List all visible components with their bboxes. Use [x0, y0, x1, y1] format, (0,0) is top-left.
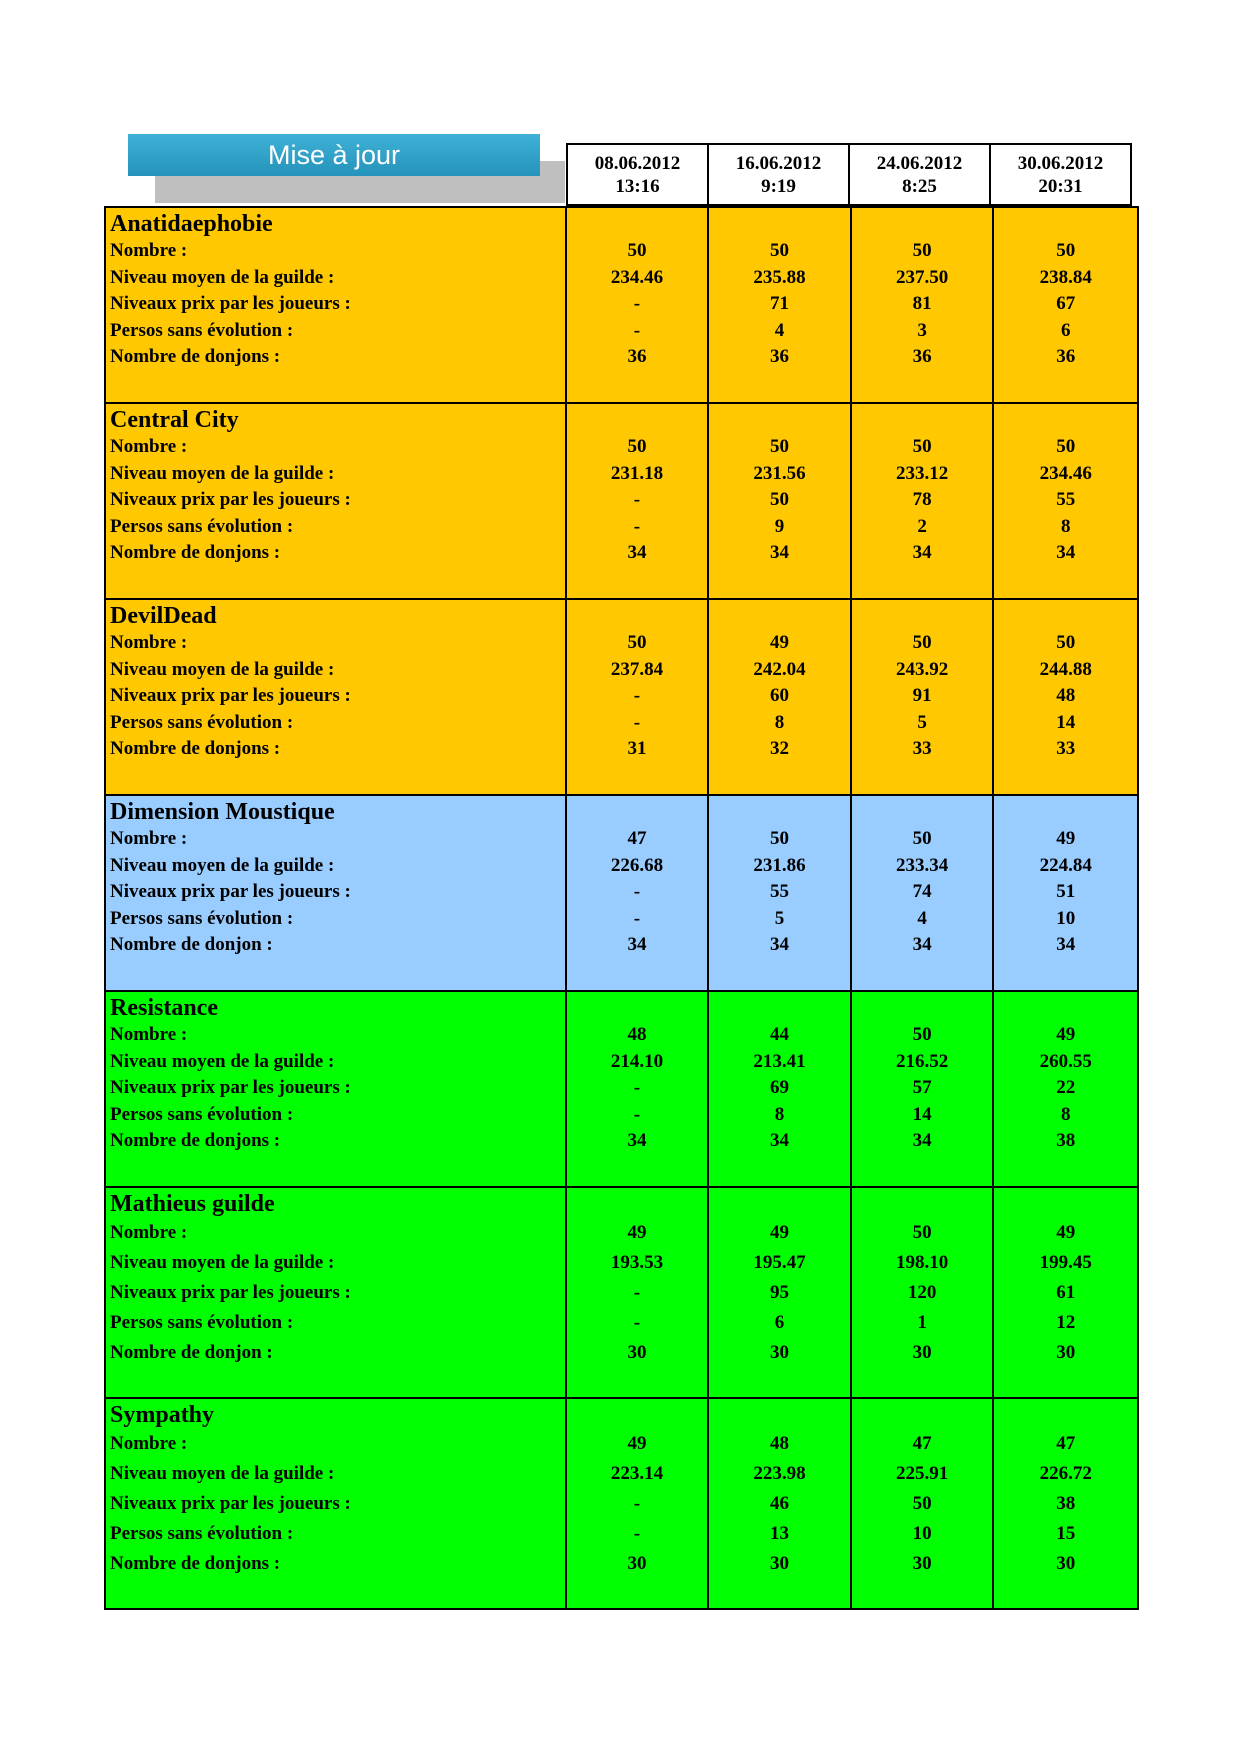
- value-column: [709, 404, 852, 598]
- stat-label: Niveaux prix par les joueurs :: [110, 293, 351, 314]
- stat-value: 34: [912, 1130, 932, 1151]
- stat-value: 50: [627, 632, 647, 653]
- update-time: 8:25: [902, 175, 937, 197]
- value-column: [567, 1188, 710, 1397]
- stat-value: -: [633, 1493, 641, 1514]
- value-column: [709, 208, 852, 402]
- update-date: 08.06.2012: [594, 152, 681, 174]
- stat-value: 120: [907, 1282, 937, 1303]
- guild-name: Central City: [110, 407, 239, 433]
- value-column: [852, 796, 995, 990]
- stat-value: -: [633, 1077, 641, 1098]
- stat-label: Niveau moyen de la guilde :: [110, 1252, 335, 1273]
- stat-value: 8: [774, 1103, 785, 1125]
- stat-label: Nombre de donjon :: [110, 1342, 273, 1363]
- stat-value: 195.47: [753, 1252, 806, 1273]
- stat-value: 51: [1056, 881, 1076, 902]
- stat-value: 2: [917, 515, 927, 537]
- stat-label: Nombre :: [110, 828, 188, 849]
- stat-value: 224.84: [1039, 854, 1092, 876]
- guild-block: [104, 794, 1139, 992]
- stat-value: 30: [912, 1342, 932, 1363]
- stat-value: 49: [1056, 1024, 1076, 1045]
- stat-value: 34: [770, 542, 790, 563]
- stat-value: 46: [770, 1493, 790, 1514]
- value-column: [994, 208, 1137, 402]
- stat-value: 216.52: [896, 1050, 949, 1072]
- stat-value: 57: [912, 1077, 932, 1098]
- stat-label: Niveau moyen de la guilde :: [110, 266, 335, 288]
- guild-block: [104, 1186, 1139, 1399]
- stat-value: 48: [770, 1433, 790, 1454]
- stat-value: 225.91: [896, 1463, 949, 1484]
- stat-value: 14: [1056, 711, 1076, 733]
- stat-value: 38: [1056, 1493, 1076, 1514]
- stat-value: 34: [627, 934, 647, 955]
- stat-value: 8: [1060, 515, 1071, 537]
- stat-label: Niveaux prix par les joueurs :: [110, 489, 351, 510]
- stat-label: Persos sans évolution :: [110, 1312, 294, 1333]
- stat-value: 50: [770, 489, 790, 510]
- value-column: [567, 208, 710, 402]
- stat-value: 44: [770, 1024, 790, 1045]
- stat-value: 34: [627, 542, 647, 563]
- stat-value: 55: [770, 881, 790, 902]
- value-column: [567, 404, 710, 598]
- stat-value: 237.50: [896, 266, 949, 288]
- stat-value: 31: [627, 738, 647, 759]
- stat-value: 33: [1056, 738, 1076, 759]
- stat-value: 34: [912, 934, 932, 955]
- guild-name: Sympathy: [110, 1402, 215, 1428]
- stat-value: 30: [912, 1553, 932, 1574]
- stat-value: -: [633, 907, 641, 929]
- stat-label: Nombre de donjons :: [110, 542, 281, 563]
- value-column: [994, 600, 1137, 794]
- value-column: [709, 1188, 852, 1397]
- stat-label: Nombre de donjon :: [110, 934, 273, 955]
- value-column: [709, 992, 852, 1186]
- stat-value: 49: [770, 632, 790, 653]
- stat-value: 50: [1056, 240, 1076, 261]
- stat-label: Persos sans évolution :: [110, 319, 294, 341]
- stat-label: Nombre :: [110, 436, 188, 457]
- stat-value: 30: [1056, 1342, 1076, 1363]
- stat-value: 3: [917, 319, 927, 341]
- stat-value: 10: [912, 1523, 932, 1544]
- value-column: [994, 404, 1137, 598]
- stat-value: 226.68: [610, 854, 664, 876]
- guild-block: [104, 598, 1139, 796]
- guild-block: [104, 206, 1139, 404]
- stat-value: 30: [627, 1342, 647, 1363]
- stat-value: 71: [770, 293, 790, 314]
- stat-value: 260.55: [1039, 1050, 1092, 1072]
- stat-value: 74: [912, 881, 932, 902]
- stat-value: -: [633, 711, 641, 733]
- value-column: [567, 796, 710, 990]
- stat-value: 22: [1056, 1077, 1076, 1098]
- guild-block: [104, 402, 1139, 600]
- guild-name: DevilDead: [110, 603, 217, 629]
- stat-label: Niveaux prix par les joueurs :: [110, 1493, 351, 1514]
- stat-value: 242.04: [753, 658, 806, 680]
- date-header-cell: [707, 143, 850, 206]
- stat-value: -: [633, 489, 641, 510]
- stat-value: -: [633, 685, 641, 706]
- stat-label: Persos sans évolution :: [110, 1103, 294, 1125]
- stat-value: -: [633, 293, 641, 314]
- stat-label: Persos sans évolution :: [110, 711, 294, 733]
- stat-value: 49: [627, 1222, 647, 1243]
- stat-value: -: [633, 1312, 641, 1333]
- value-column: [567, 600, 710, 794]
- update-time: 9:19: [761, 175, 796, 197]
- stat-value: 238.84: [1039, 266, 1092, 288]
- date-header-cell: [848, 143, 991, 206]
- stat-value: 5: [917, 711, 927, 733]
- value-column: [852, 208, 995, 402]
- stat-value: 15: [1056, 1523, 1076, 1544]
- stat-value: 50: [770, 436, 790, 457]
- stat-value: 50: [1056, 632, 1076, 653]
- update-date: 30.06.2012: [1017, 152, 1104, 174]
- value-column: [852, 404, 995, 598]
- stat-value: 30: [627, 1553, 647, 1574]
- stat-value: 13: [770, 1523, 790, 1544]
- stat-label: Nombre de donjons :: [110, 1553, 281, 1574]
- stat-value: 32: [770, 738, 790, 759]
- stat-value: 223.98: [753, 1463, 806, 1484]
- stat-value: 50: [1056, 436, 1076, 457]
- stat-label: Persos sans évolution :: [110, 515, 294, 537]
- stat-value: 38: [1056, 1130, 1076, 1151]
- stat-value: 48: [627, 1024, 647, 1045]
- stat-label: Niveaux prix par les joueurs :: [110, 881, 351, 902]
- stat-value: 235.88: [753, 266, 806, 288]
- stat-value: 30: [770, 1553, 790, 1574]
- stat-value: 34: [1056, 934, 1076, 955]
- stat-value: 33: [912, 738, 932, 759]
- stat-value: 5: [774, 907, 785, 929]
- stat-value: 34: [770, 1130, 790, 1151]
- stat-value: 36: [770, 346, 790, 367]
- guild-labels: [106, 1188, 567, 1397]
- stat-value: 55: [1056, 489, 1076, 510]
- stat-value: 50: [912, 436, 932, 457]
- stat-value: 50: [770, 828, 790, 849]
- stat-label: Nombre :: [110, 1024, 188, 1045]
- stat-value: 36: [1056, 346, 1076, 367]
- stat-value: 34: [912, 542, 932, 563]
- stat-value: 4: [774, 319, 785, 341]
- value-column: [852, 1399, 995, 1608]
- value-column: [994, 992, 1137, 1186]
- stat-label: Nombre de donjons :: [110, 738, 281, 759]
- stat-value: 12: [1056, 1312, 1076, 1333]
- stat-value: 233.12: [896, 462, 949, 484]
- stat-value: 244.88: [1039, 658, 1092, 680]
- value-column: [709, 600, 852, 794]
- value-column: [852, 600, 995, 794]
- stat-label: Niveau moyen de la guilde :: [110, 854, 335, 876]
- guild-block: [104, 990, 1139, 1188]
- stat-label: Niveau moyen de la guilde :: [110, 658, 335, 680]
- stat-label: Nombre :: [110, 1222, 188, 1243]
- stat-value: 233.34: [896, 854, 949, 876]
- stat-value: 10: [1056, 907, 1076, 929]
- stat-value: 193.53: [610, 1252, 664, 1273]
- guild-stats-table: [104, 206, 1139, 1610]
- stat-value: 243.92: [896, 658, 949, 680]
- value-column: [852, 1188, 995, 1397]
- value-column: [567, 1399, 710, 1608]
- stat-value: 234.46: [1039, 462, 1092, 484]
- value-column: [994, 796, 1137, 990]
- stat-value: 50: [912, 1024, 932, 1045]
- date-header-cell: [566, 143, 709, 206]
- guild-labels: [106, 208, 567, 402]
- stat-label: Niveaux prix par les joueurs :: [110, 1282, 351, 1303]
- date-header-row: [566, 143, 1132, 206]
- stat-value: 91: [912, 685, 932, 706]
- date-header-cell: [989, 143, 1132, 206]
- stat-value: 8: [774, 711, 785, 733]
- stat-value: 30: [770, 1342, 790, 1363]
- stat-value: -: [633, 319, 641, 341]
- stat-value: 34: [627, 1130, 647, 1151]
- guild-name: Anatidaephobie: [110, 211, 273, 237]
- stat-value: 49: [770, 1222, 790, 1243]
- stat-value: -: [633, 1523, 641, 1544]
- stat-value: 67: [1056, 293, 1076, 314]
- stat-value: 198.10: [896, 1252, 949, 1273]
- stat-value: 34: [770, 934, 790, 955]
- stat-value: 223.14: [610, 1463, 664, 1484]
- stat-value: 36: [627, 346, 647, 367]
- stat-value: 81: [912, 293, 932, 314]
- stat-value: 48: [1056, 685, 1076, 706]
- guild-labels: [106, 992, 567, 1186]
- stat-label: Niveau moyen de la guilde :: [110, 1463, 335, 1484]
- value-column: [994, 1188, 1137, 1397]
- stat-value: 237.84: [610, 658, 664, 680]
- stat-value: 234.46: [610, 266, 664, 288]
- stat-label: Niveaux prix par les joueurs :: [110, 685, 351, 706]
- stat-value: 231.56: [753, 462, 806, 484]
- stat-label: Nombre :: [110, 632, 188, 653]
- stat-value: 49: [1056, 828, 1076, 849]
- stat-value: 226.72: [1039, 1463, 1092, 1484]
- stat-value: 4: [917, 907, 927, 929]
- stat-value: 50: [627, 240, 647, 261]
- guild-labels: [106, 796, 567, 990]
- stat-value: -: [633, 515, 641, 537]
- stat-label: Nombre de donjons :: [110, 1130, 281, 1151]
- value-column: [567, 992, 710, 1186]
- stat-value: 95: [770, 1282, 790, 1303]
- stat-value: 50: [912, 828, 932, 849]
- stat-label: Niveau moyen de la guilde :: [110, 1050, 335, 1072]
- stat-value: 49: [1056, 1222, 1076, 1243]
- value-column: [994, 1399, 1137, 1608]
- stat-value: 50: [912, 1493, 932, 1514]
- value-column: [709, 796, 852, 990]
- stat-value: 50: [627, 436, 647, 457]
- stat-value: 14: [912, 1103, 932, 1125]
- guild-labels: [106, 404, 567, 598]
- stat-value: 50: [912, 1222, 932, 1243]
- stat-value: 61: [1056, 1282, 1076, 1303]
- stat-label: Nombre de donjons :: [110, 346, 281, 367]
- stat-value: -: [633, 1103, 641, 1125]
- value-column: [852, 992, 995, 1186]
- guild-name: Mathieus guilde: [110, 1191, 275, 1217]
- guild-block: [104, 1397, 1139, 1610]
- update-time: 20:31: [1038, 175, 1083, 197]
- guild-labels: [106, 1399, 567, 1608]
- stat-label: Persos sans évolution :: [110, 1523, 294, 1544]
- stat-value: 199.45: [1039, 1252, 1092, 1273]
- stat-value: -: [633, 881, 641, 902]
- stat-label: Niveaux prix par les joueurs :: [110, 1077, 351, 1098]
- stat-value: 30: [1056, 1553, 1076, 1574]
- stat-label: Nombre :: [110, 240, 188, 261]
- stat-value: 47: [1056, 1433, 1076, 1454]
- stat-value: 50: [770, 240, 790, 261]
- stat-value: 47: [912, 1433, 932, 1454]
- update-date: 24.06.2012: [876, 152, 963, 174]
- stat-value: 50: [912, 240, 932, 261]
- stat-value: 6: [1060, 319, 1071, 341]
- stat-label: Niveau moyen de la guilde :: [110, 462, 335, 484]
- stat-value: 6: [774, 1312, 785, 1333]
- value-column: [709, 1399, 852, 1608]
- stat-value: 36: [912, 346, 932, 367]
- update-time: 13:16: [615, 175, 660, 197]
- stat-value: 214.10: [610, 1050, 664, 1072]
- stat-value: -: [633, 1282, 641, 1303]
- guild-name: Resistance: [110, 995, 218, 1021]
- guild-name: Dimension Moustique: [110, 799, 335, 825]
- stat-value: 231.18: [610, 462, 664, 484]
- stat-value: 60: [770, 685, 790, 706]
- update-banner: Mise à jour: [128, 134, 540, 176]
- guild-labels: [106, 600, 567, 794]
- stat-value: 213.41: [753, 1050, 806, 1072]
- stat-value: 78: [912, 489, 932, 510]
- stat-value: 69: [770, 1077, 790, 1098]
- stat-value: 1: [917, 1312, 927, 1333]
- stat-value: 8: [1060, 1103, 1071, 1125]
- stat-value: 231.86: [753, 854, 806, 876]
- update-date: 16.06.2012: [735, 152, 822, 174]
- stat-value: 47: [627, 828, 647, 849]
- stat-label: Persos sans évolution :: [110, 907, 294, 929]
- stat-value: 50: [912, 632, 932, 653]
- stat-value: 9: [774, 515, 785, 537]
- stat-value: 49: [627, 1433, 647, 1454]
- stat-value: 34: [1056, 542, 1076, 563]
- stat-label: Nombre :: [110, 1433, 188, 1454]
